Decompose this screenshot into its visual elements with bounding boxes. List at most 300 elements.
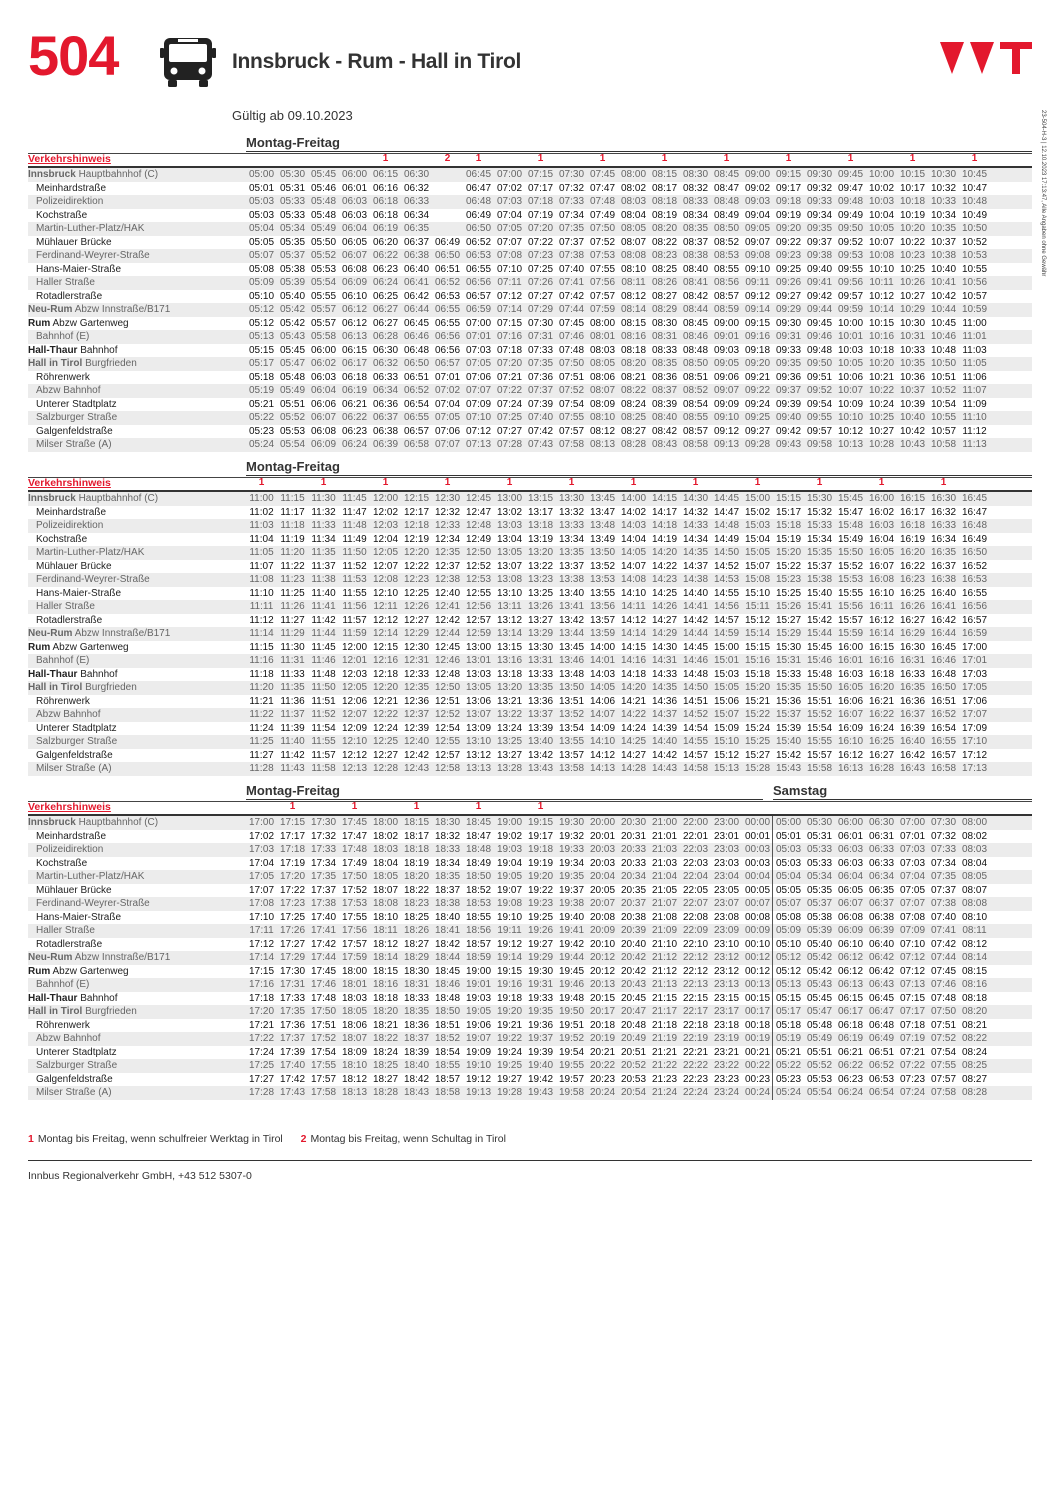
time-cell: 19:48	[558, 992, 585, 1004]
table-row	[28, 654, 1032, 668]
time-cell: 07:04	[899, 871, 926, 882]
time-cell: 16:20	[899, 547, 926, 558]
time-cell: 15:30	[806, 493, 833, 504]
time-cell: 06:34	[868, 871, 895, 882]
time-cell: 10:01	[837, 331, 864, 342]
time-cell: 20:18	[589, 1019, 616, 1031]
time-cell: 07:44	[558, 304, 585, 315]
time-cell: 12:59	[465, 628, 492, 639]
time-cell: 05:49	[806, 1033, 833, 1044]
time-cell: 18:03	[372, 844, 399, 855]
time-cell: 20:42	[620, 965, 647, 977]
time-cell: 12:55	[465, 587, 492, 599]
time-cell: 13:11	[497, 601, 522, 612]
time-cell: 19:36	[527, 1019, 554, 1031]
time-cell: 20:42	[620, 952, 647, 963]
time-cell: 16:08	[868, 574, 895, 585]
stop-name	[28, 722, 254, 736]
time-cell: 16:10	[837, 736, 864, 747]
time-cell: 06:22	[837, 1060, 864, 1071]
time-cell: 19:18	[527, 844, 554, 855]
time-cell: 18:44	[434, 952, 461, 963]
time-cell: 17:10	[961, 736, 988, 747]
column-separator	[772, 884, 773, 898]
time-cell: 22:22	[682, 1060, 709, 1071]
time-cell: 07:09	[899, 925, 926, 936]
time-cell: 23:13	[713, 979, 740, 990]
time-cell: 17:45	[310, 965, 337, 977]
time-cell: 15:37	[806, 560, 833, 572]
time-cell: 20:08	[589, 911, 616, 923]
time-cell: 18:40	[403, 1060, 430, 1071]
time-cell: 08:25	[651, 263, 678, 275]
time-cell: 06:10	[341, 290, 368, 302]
stop-label: Kochstraße	[36, 857, 88, 869]
time-cell: 16:09	[837, 722, 864, 734]
time-cell: 19:09	[465, 1046, 492, 1058]
time-cell: 05:05	[775, 884, 802, 896]
time-cell: 14:04	[620, 533, 647, 545]
time-cell: 12:00	[341, 641, 368, 653]
stop-town: Rum	[28, 965, 51, 977]
time-cell: 09:35	[775, 358, 802, 369]
time-cell: 16:34	[930, 533, 957, 545]
time-cell: 19:15	[496, 965, 523, 977]
time-cell: 10:10	[868, 263, 895, 275]
time-cell: 12:07	[341, 709, 368, 720]
time-cell: 17:12	[961, 749, 988, 761]
traffic-note-label: Verkehrshinweis	[28, 153, 111, 165]
time-cell: 15:00	[713, 641, 740, 653]
time-cell: 09:04	[744, 209, 771, 221]
time-cell: 06:07	[837, 898, 864, 909]
time-cell: 09:00	[713, 317, 740, 329]
time-cell: 07:40	[930, 911, 957, 923]
time-cell: 17:15	[279, 817, 306, 828]
time-cell: 20:31	[620, 830, 647, 842]
time-cell: 06:03	[341, 209, 368, 221]
time-cell: 07:09	[465, 398, 492, 410]
stop-label: Röhrenwerk	[36, 371, 90, 383]
time-cell: 23:21	[713, 1046, 740, 1058]
time-cell: 18:30	[403, 965, 430, 977]
time-cell: 12:18	[403, 520, 430, 531]
stop-name	[28, 735, 254, 749]
time-cell: 06:21	[837, 1046, 864, 1058]
stop-label: Hans-Maier-Straße	[36, 911, 122, 923]
stop-name	[28, 222, 254, 236]
time-cell: 13:31	[527, 655, 554, 666]
note-marker: 1	[382, 153, 389, 164]
time-cell: 16:26	[899, 601, 926, 612]
time-cell: 12:52	[434, 709, 461, 720]
time-cell: 13:00	[465, 641, 492, 653]
time-cell: 06:08	[837, 911, 864, 923]
table-row	[28, 317, 1032, 331]
time-cell: 19:51	[558, 1019, 585, 1031]
stop-label: Abzw Gartenweg	[52, 317, 129, 329]
time-cell: 21:07	[651, 898, 678, 909]
time-cell: 18:09	[341, 1046, 368, 1058]
time-cell: 18:13	[341, 1087, 368, 1098]
time-cell: 07:37	[527, 385, 554, 396]
time-cell: 15:47	[837, 506, 864, 518]
time-cell: 19:03	[465, 992, 492, 1004]
time-cell: 10:00	[837, 317, 864, 329]
time-cell: 13:20	[527, 547, 554, 558]
time-cell: 06:00	[341, 169, 368, 180]
stop-label: Kochstraße	[36, 209, 88, 221]
stop-name	[28, 519, 254, 533]
time-cell: 17:55	[341, 911, 368, 923]
time-cell: 14:42	[682, 614, 709, 626]
time-cell: 12:34	[434, 533, 461, 545]
time-cell: 06:37	[868, 898, 895, 909]
time-cell: 08:55	[713, 263, 740, 275]
time-cell: 10:21	[868, 371, 895, 383]
stop-name	[28, 1046, 254, 1060]
time-cell: 23:05	[713, 884, 740, 896]
time-cell: 17:42	[279, 1073, 306, 1085]
time-cell: 14:24	[620, 722, 647, 734]
time-cell: 08:02	[961, 830, 988, 842]
time-cell: 15:27	[744, 749, 771, 761]
time-cell: 09:25	[775, 263, 802, 275]
stop-name	[28, 641, 246, 655]
note-marker: 1	[723, 153, 730, 164]
time-cell: 12:07	[372, 560, 399, 572]
time-cell: 21:00	[651, 817, 678, 828]
time-cell: 17:09	[961, 722, 988, 734]
time-cell: 19:19	[527, 857, 554, 869]
time-cell: 16:03	[868, 520, 895, 531]
time-cell: 20:51	[620, 1046, 647, 1058]
time-cell: 07:08	[496, 250, 523, 261]
time-cell: 06:05	[837, 884, 864, 896]
time-cell: 08:19	[651, 209, 678, 221]
stop-name	[28, 276, 254, 290]
time-cell: 17:05	[248, 871, 275, 882]
time-cell: 19:16	[496, 979, 523, 990]
time-cell: 07:38	[930, 898, 957, 909]
time-cell: 10:43	[899, 439, 926, 450]
time-cell: 14:30	[651, 641, 678, 653]
time-cell: 16:43	[899, 763, 926, 774]
time-cell: 08:52	[682, 385, 709, 396]
time-cell: 18:10	[341, 1060, 368, 1071]
time-cell: 06:46	[403, 331, 430, 342]
time-cell: 10:25	[899, 263, 926, 275]
time-cell: 13:36	[527, 695, 554, 707]
column-separator	[772, 816, 773, 830]
time-cell: 08:15	[961, 965, 988, 977]
time-cell: 11:06	[962, 371, 987, 383]
time-cell: 08:37	[651, 385, 678, 396]
time-cell: 08:49	[713, 209, 740, 221]
stop-name	[28, 425, 254, 439]
time-cell: 20:37	[620, 898, 647, 909]
time-cell: 05:12	[775, 965, 802, 977]
time-cell: 16:03	[837, 668, 864, 680]
time-cell: 19:18	[496, 992, 523, 1004]
time-cell: 06:45	[868, 992, 895, 1004]
time-cell: 06:34	[372, 385, 399, 396]
stop-name	[28, 492, 246, 506]
time-cell: 05:42	[279, 304, 306, 315]
stop-label: Mühlauer Brücke	[36, 236, 112, 248]
stop-label: Martin-Luther-Platz/HAK	[36, 547, 145, 558]
time-cell: 16:16	[868, 655, 895, 666]
stop-name	[28, 708, 254, 722]
time-cell: 11:21	[249, 695, 274, 707]
time-cell: 16:21	[868, 695, 895, 707]
time-cell: 00:08	[744, 911, 771, 923]
time-cell: 05:30	[279, 169, 306, 180]
stop-label: Galgenfeldstraße	[36, 425, 113, 437]
time-cell: 06:43	[868, 979, 895, 990]
time-cell: 07:48	[558, 344, 585, 356]
stop-label: Salzburger Straße	[36, 1060, 118, 1071]
time-cell: 13:49	[589, 533, 616, 545]
time-cell: 05:22	[248, 412, 275, 423]
time-cell: 06:00	[837, 817, 864, 828]
time-cell: 08:32	[682, 182, 709, 194]
time-cell: 05:09	[248, 277, 275, 288]
time-cell: 05:37	[279, 250, 306, 261]
time-cell: 07:52	[930, 1033, 957, 1044]
stop-name	[28, 911, 254, 925]
time-cell: 09:12	[713, 425, 740, 437]
time-cell: 14:40	[682, 587, 709, 599]
time-cell: 17:22	[279, 884, 306, 896]
time-cell: 06:03	[837, 844, 864, 855]
stop-name	[28, 168, 246, 182]
time-cell: 16:35	[930, 547, 957, 558]
time-cell: 05:08	[775, 911, 802, 923]
time-cell: 18:45	[465, 817, 492, 828]
time-cell: 09:56	[837, 277, 864, 288]
stop-name	[28, 1086, 254, 1100]
stop-label: Martin-Luther-Platz/HAK	[36, 223, 145, 234]
table-row	[28, 438, 1032, 452]
time-cell: 18:46	[434, 979, 461, 990]
time-cell: 20:05	[589, 884, 616, 896]
time-cell: 21:13	[651, 979, 678, 990]
stop-label: Bahnhof (E)	[36, 979, 90, 990]
time-cell: 19:31	[527, 979, 554, 990]
time-cell: 07:05	[434, 412, 461, 423]
time-cell: 09:33	[775, 344, 802, 356]
time-cell: 19:20	[527, 871, 554, 882]
time-cell: 13:23	[527, 574, 554, 585]
stop-name	[28, 263, 254, 277]
time-cell: 22:15	[682, 992, 709, 1004]
time-cell: 13:35	[558, 547, 585, 558]
time-cell: 20:01	[589, 830, 616, 842]
time-cell: 06:52	[465, 236, 492, 248]
time-cell: 09:18	[775, 196, 802, 207]
time-cell: 07:22	[496, 385, 523, 396]
time-cell: 19:42	[558, 938, 585, 950]
time-cell: 07:10	[465, 412, 492, 423]
time-cell: 05:54	[806, 1087, 833, 1098]
time-cell: 16:29	[899, 628, 926, 639]
time-cell: 17:14	[248, 952, 275, 963]
time-cell: 07:48	[930, 992, 957, 1004]
time-cell: 10:05	[868, 223, 895, 234]
time-cell: 08:45	[682, 317, 709, 329]
stop-label: Milser Straße (A)	[36, 1087, 112, 1098]
time-cell: 07:50	[589, 223, 616, 234]
time-cell: 16:40	[930, 587, 957, 599]
time-cell: 13:21	[496, 695, 523, 707]
time-cell: 09:42	[775, 425, 802, 437]
time-cell: 17:28	[248, 1087, 275, 1098]
column-separator	[772, 1046, 773, 1060]
stop-name	[28, 438, 254, 452]
time-cell: 12:42	[434, 614, 461, 626]
time-cell: 13:32	[558, 506, 585, 518]
time-cell: 05:10	[248, 290, 275, 302]
time-cell: 18:45	[434, 965, 461, 977]
time-cell: 21:09	[651, 925, 678, 936]
time-cell: 20:09	[589, 925, 616, 936]
time-cell: 09:13	[713, 439, 740, 450]
time-cell: 18:18	[403, 844, 430, 855]
time-cell: 08:52	[713, 236, 740, 248]
time-cell: 19:25	[527, 911, 554, 923]
stop-name	[28, 330, 254, 344]
time-cell: 17:31	[279, 979, 306, 990]
time-cell: 09:24	[744, 398, 771, 410]
time-cell: 12:54	[434, 722, 461, 734]
time-cell: 06:22	[372, 250, 399, 261]
time-cell: 05:34	[279, 223, 306, 234]
time-cell: 14:05	[589, 682, 616, 693]
time-cell: 12:42	[403, 749, 430, 761]
time-cell: 07:47	[589, 182, 616, 194]
time-cell: 07:18	[899, 1019, 926, 1031]
stop-label: Salzburger Straße	[36, 412, 118, 423]
time-cell: 14:41	[682, 601, 709, 612]
time-cell: 10:36	[899, 371, 926, 383]
time-cell: 07:16	[496, 331, 523, 342]
time-cell: 11:40	[311, 587, 336, 599]
stop-name	[28, 533, 254, 547]
stop-name	[28, 1073, 254, 1087]
time-cell: 09:57	[806, 425, 833, 437]
time-cell: 16:45	[930, 641, 957, 653]
time-cell: 17:24	[248, 1046, 275, 1058]
time-cell: 12:35	[434, 547, 461, 558]
time-cell: 07:24	[899, 1087, 926, 1098]
time-cell: 14:57	[713, 614, 740, 626]
time-cell: 18:50	[465, 871, 492, 882]
time-cell: 18:25	[372, 1060, 399, 1071]
time-cell: 20:03	[589, 857, 616, 869]
note-marker: 1	[599, 153, 606, 164]
time-cell: 06:58	[403, 439, 430, 450]
time-cell: 09:10	[744, 263, 771, 275]
time-cell: 07:40	[527, 412, 554, 423]
stop-label: Abzw Innstraße/B171	[74, 304, 171, 315]
time-cell: 20:35	[620, 884, 647, 896]
time-cell: 06:33	[403, 196, 430, 207]
line-number: 504	[28, 24, 119, 87]
time-cell: 11:44	[311, 628, 336, 639]
time-cell: 06:40	[403, 263, 430, 275]
time-cell: 05:53	[806, 1073, 833, 1085]
time-cell: 16:52	[930, 709, 957, 720]
time-cell: 11:47	[342, 506, 367, 518]
time-cell: 00:19	[744, 1033, 771, 1044]
time-cell: 15:37	[775, 709, 802, 720]
stop-town: Hall in Tirol	[28, 1006, 83, 1017]
time-cell: 07:55	[589, 263, 616, 275]
time-cell: 13:48	[589, 520, 616, 531]
time-cell: 13:54	[558, 722, 585, 734]
time-cell: 17:02	[248, 830, 275, 842]
time-cell: 07:25	[496, 412, 523, 423]
time-cell: 09:48	[806, 344, 833, 356]
time-cell: 14:44	[682, 628, 709, 639]
time-cell: 05:48	[310, 209, 337, 221]
time-cell: 14:01	[589, 655, 616, 666]
time-cell: 17:40	[310, 911, 337, 923]
time-cell: 06:06	[310, 398, 337, 410]
time-cell: 13:53	[589, 574, 616, 585]
time-cell: 19:52	[558, 1033, 585, 1044]
time-cell: 08:11	[962, 925, 987, 936]
time-cell: 22:04	[682, 871, 709, 882]
time-cell: 11:50	[342, 547, 367, 558]
time-cell: 07:19	[527, 209, 554, 221]
time-cell: 15:51	[806, 695, 833, 707]
time-cell: 21:17	[651, 1006, 678, 1017]
time-cell: 06:50	[465, 223, 492, 234]
time-cell: 05:52	[310, 250, 337, 261]
time-cell: 16:18	[868, 668, 895, 680]
time-cell: 16:48	[930, 668, 957, 680]
time-cell: 05:17	[775, 1006, 802, 1017]
time-cell: 19:33	[558, 844, 585, 855]
time-cell: 06:30	[372, 344, 399, 356]
time-cell: 12:22	[372, 709, 399, 720]
time-cell: 23:17	[713, 1006, 740, 1017]
time-cell: 11:20	[249, 682, 274, 693]
stop-name	[28, 816, 246, 830]
time-cell: 10:33	[930, 196, 957, 207]
note-marker: 1	[816, 477, 823, 488]
time-cell: 07:55	[558, 412, 585, 423]
time-cell: 09:45	[806, 317, 833, 329]
time-cell: 09:40	[775, 412, 802, 423]
time-cell: 15:15	[744, 641, 771, 653]
time-cell: 19:45	[558, 965, 585, 977]
time-cell: 17:30	[279, 965, 306, 977]
time-cell: 06:01	[341, 182, 368, 194]
time-cell: 14:07	[620, 560, 647, 572]
time-cell: 20:49	[620, 1033, 647, 1044]
time-cell: 07:13	[465, 439, 492, 450]
column-separator	[772, 1005, 773, 1019]
time-cell: 07:03	[899, 857, 926, 869]
time-cell: 17:26	[279, 925, 306, 936]
time-cell: 17:27	[248, 1073, 275, 1085]
time-cell: 07:03	[899, 844, 926, 855]
time-cell: 18:10	[372, 911, 399, 923]
time-cell: 17:22	[248, 1033, 275, 1044]
